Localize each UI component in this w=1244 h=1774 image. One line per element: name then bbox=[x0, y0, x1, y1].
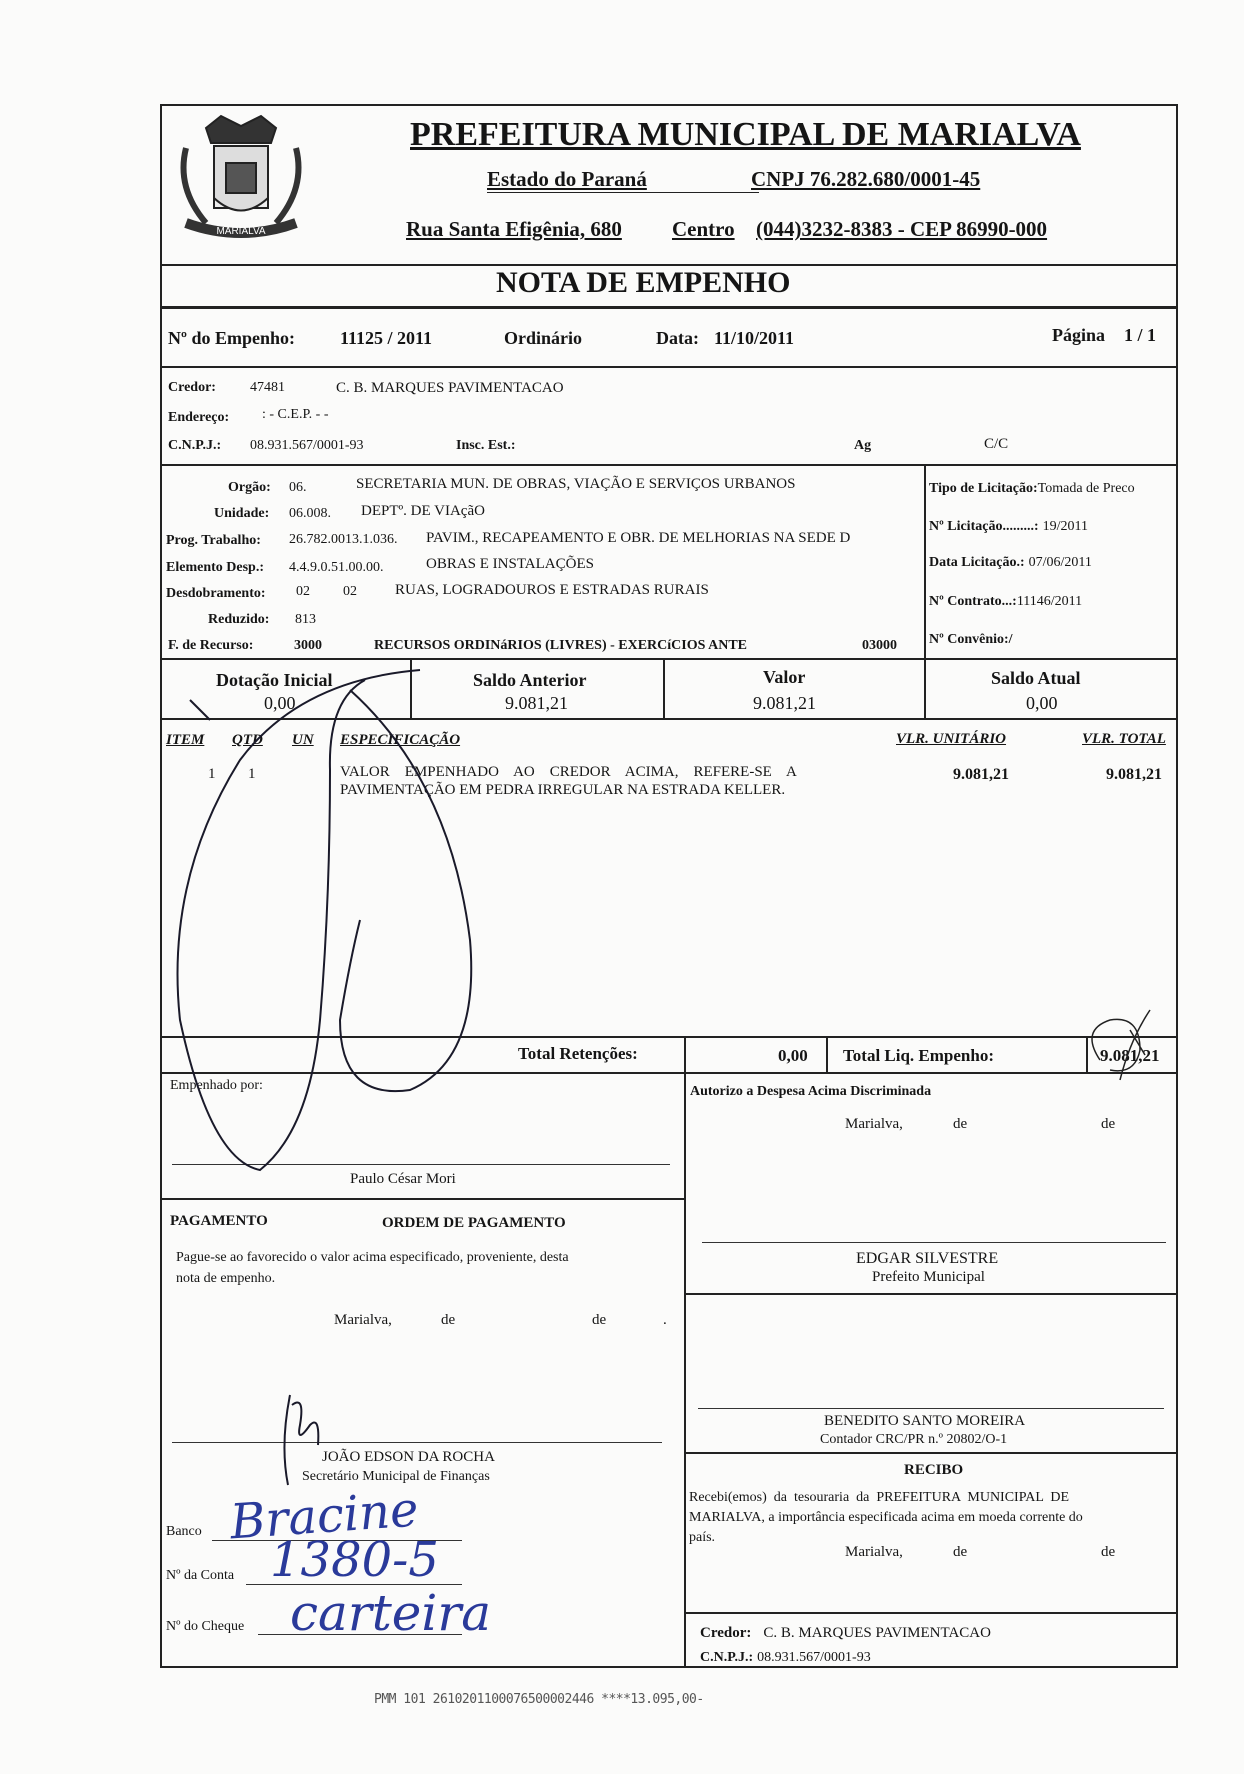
credor-cnpj-value: 08.931.567/0001-93 bbox=[250, 438, 364, 453]
recibo-label: RECIBO bbox=[904, 1462, 964, 1478]
ag-label: Ag bbox=[854, 438, 872, 453]
secretario-name: JOÃO EDSON DA ROCHA bbox=[322, 1449, 495, 1465]
recibo-de1: de bbox=[953, 1544, 968, 1560]
autorizo-label: Autorizo a Despesa Acima Discriminada bbox=[690, 1084, 932, 1099]
desdob-code2: 02 bbox=[343, 584, 357, 599]
unidade-desc: DEPTº. DE VIAçãO bbox=[361, 503, 485, 519]
address-label: Endereço: bbox=[168, 410, 230, 425]
credor-label: Credor: bbox=[168, 380, 216, 395]
elemento-desc: OBRAS E INSTALAÇÕES bbox=[426, 556, 594, 572]
insc-label: Insc. Est.: bbox=[456, 438, 516, 453]
elemento-label: Elemento Desp.: bbox=[166, 560, 264, 575]
district-header: Centro bbox=[672, 217, 735, 241]
recibo-de2: de bbox=[1101, 1544, 1116, 1560]
item-qtd: 1 bbox=[248, 766, 256, 782]
col-qtd: QTD bbox=[232, 732, 263, 748]
signature-empenhado bbox=[150, 660, 530, 1180]
empenho-date-value: 11/10/2011 bbox=[714, 328, 795, 348]
footer-code: PMM 101 2610201100076500002446 ****13.095,00- bbox=[374, 1692, 704, 1707]
pagamento-text-1: Pague-se ao favorecido o valor acima especificado, proveniente, desta bbox=[176, 1250, 569, 1265]
page-label: Página bbox=[1052, 325, 1106, 345]
credor-name: C. B. MARQUES PAVIMENTACAO bbox=[336, 380, 564, 396]
empenho-num-label: Nº do Empenho: bbox=[168, 328, 295, 348]
unidade-code: 06.008. bbox=[289, 506, 331, 521]
empenho-date-label: Data: bbox=[656, 328, 699, 348]
desdob-label: Desdobramento: bbox=[166, 586, 266, 601]
recurso-label: F. de Recurso: bbox=[168, 638, 254, 653]
check-mark-icon bbox=[1080, 1000, 1180, 1090]
recibo-text-1: Recebi(emos) da tesouraria da PREFEITURA MUNICIPAL DE bbox=[689, 1490, 1070, 1505]
prog-label: Prog. Trabalho: bbox=[166, 533, 261, 548]
prefeito-role: Prefeito Municipal bbox=[872, 1269, 985, 1285]
pagamento-de2: de bbox=[592, 1312, 607, 1328]
prog-desc: PAVIM., RECAPEAMENTO E OBR. DE MELHORIAS NA SEDE D bbox=[426, 530, 851, 546]
orgao-desc: SECRETARIA MUN. DE OBRAS, VIAÇÃO E SERVIÇOS URBANOS bbox=[356, 476, 796, 492]
item-number: 1 bbox=[208, 766, 216, 782]
conta-label: Nº da Conta bbox=[166, 1568, 235, 1583]
valor-label: Valor bbox=[763, 667, 806, 687]
cnpj-header: CNPJ 76.282.680/0001-45 bbox=[751, 167, 981, 191]
col-item: ITEM bbox=[166, 732, 205, 748]
liq-empenho-label: Total Liq. Empenho: bbox=[843, 1046, 994, 1065]
cc-label: C/C bbox=[984, 436, 1009, 452]
empenhado-name: Paulo César Mori bbox=[350, 1171, 456, 1187]
recibo-cnpj: C.N.P.J.: 08.931.567/0001-93 bbox=[700, 1650, 871, 1665]
item-total: 9.081,21 bbox=[1106, 766, 1162, 783]
conta-handwriting: 1380-5 bbox=[270, 1532, 439, 1588]
coat-of-arms-icon bbox=[166, 108, 316, 258]
orgao-code: 06. bbox=[289, 480, 307, 495]
prog-code: 26.782.0013.1.036. bbox=[289, 532, 398, 547]
recibo-credor: Credor: C. B. MARQUES PAVIMENTACAO bbox=[700, 1625, 991, 1641]
page-title: PREFEITURA MUNICIPAL DE MARIALVA bbox=[410, 116, 1081, 153]
reduzido-label: Reduzido: bbox=[208, 612, 270, 627]
doc-title: NOTA DE EMPENHO bbox=[496, 266, 791, 299]
state-label: Estado do Paraná bbox=[487, 167, 647, 191]
contador-role: Contador CRC/PR n.º 20802/O-1 bbox=[820, 1432, 1008, 1447]
item-espec-line1: VALOR EMPENHADO AO CREDOR ACIMA, REFERE-SE A bbox=[340, 764, 797, 780]
empenhado-label: Empenhado por: bbox=[170, 1078, 263, 1093]
empenho-type: Ordinário bbox=[504, 328, 583, 348]
orgao-label: Orgão: bbox=[228, 480, 271, 495]
data-licitacao: Data Licitação.: 07/06/2011 bbox=[929, 555, 1092, 570]
prefeito-name: EDGAR SILVESTRE bbox=[856, 1250, 999, 1267]
cheque-label: Nº do Cheque bbox=[166, 1619, 245, 1634]
saldo-anterior-label: Saldo Anterior bbox=[473, 670, 587, 690]
svg-text:MARIALVA: MARIALVA bbox=[216, 226, 266, 237]
recibo-place: Marialva, bbox=[845, 1544, 903, 1560]
num-licitacao: Nº Licitação.........: 19/2011 bbox=[929, 519, 1088, 534]
item-espec-line2: PAVIMENTAÇÃO EM PEDRA IRREGULAR NA ESTRADA KELLER. bbox=[340, 782, 786, 798]
autorizo-de1: de bbox=[953, 1116, 968, 1132]
recurso-code2: 03000 bbox=[862, 638, 897, 653]
pagamento-text-2: nota de empenho. bbox=[176, 1271, 276, 1286]
signature-secretario bbox=[260, 1385, 350, 1495]
address-value: : - C.E.P. - - bbox=[262, 407, 329, 422]
page-value: 1 / 1 bbox=[1124, 325, 1157, 345]
num-contrato: Nº Contrato...:11146/2011 bbox=[929, 594, 1083, 609]
pagamento-dot: . bbox=[663, 1312, 667, 1328]
contador-name: BENEDITO SANTO MOREIRA bbox=[824, 1413, 1026, 1429]
cheque-handwriting: carteira bbox=[290, 1584, 492, 1642]
recurso-desc: RECURSOS ORDINáRIOS (LIVRES) - EXERCíCIOS ANTE bbox=[374, 638, 748, 653]
elemento-code: 4.4.9.0.51.00.00. bbox=[289, 560, 384, 575]
desdob-code1: 02 bbox=[296, 584, 310, 599]
address-header: Rua Santa Efigênia, 680 bbox=[406, 217, 622, 241]
col-unit: VLR. UNITÁRIO bbox=[896, 731, 1007, 747]
credor-cnpj-label: C.N.P.J.: bbox=[168, 438, 222, 453]
retencoes-value: 0,00 bbox=[778, 1046, 808, 1065]
pagamento-place: Marialva, bbox=[334, 1312, 392, 1328]
autorizo-de2: de bbox=[1101, 1116, 1116, 1132]
recurso-code: 3000 bbox=[294, 638, 322, 653]
phone-cep-header: (044)3232-8383 - CEP 86990-000 bbox=[756, 217, 1048, 241]
saldo-atual-label: Saldo Atual bbox=[991, 668, 1081, 688]
credor-code: 47481 bbox=[250, 380, 285, 395]
desdob-desc: RUAS, LOGRADOUROS E ESTRADAS RURAIS bbox=[395, 582, 709, 598]
autorizo-place: Marialva, bbox=[845, 1116, 903, 1132]
col-espec: ESPECIFICAÇÃO bbox=[340, 732, 461, 748]
saldo-atual-value: 0,00 bbox=[1026, 693, 1058, 713]
col-total: VLR. TOTAL bbox=[1082, 731, 1166, 747]
num-convenio: Nº Convênio:/ bbox=[929, 632, 1013, 647]
banco-handwriting: Bracine bbox=[228, 1481, 421, 1551]
recibo-text-3: país. bbox=[689, 1530, 716, 1545]
valor-value: 9.081,21 bbox=[753, 693, 816, 713]
col-un: UN bbox=[292, 732, 314, 748]
saldo-anterior-value: 9.081,21 bbox=[505, 693, 568, 713]
dotacao-inicial-value: 0,00 bbox=[264, 693, 296, 713]
pagamento-label: PAGAMENTO bbox=[170, 1213, 268, 1229]
secretario-role: Secretário Municipal de Finanças bbox=[302, 1469, 490, 1484]
dotacao-inicial-label: Dotação Inicial bbox=[216, 670, 333, 690]
item-unit: 9.081,21 bbox=[953, 766, 1009, 783]
ordem-label: ORDEM DE PAGAMENTO bbox=[382, 1215, 566, 1231]
reduzido-value: 813 bbox=[295, 612, 316, 627]
tipo-licitacao: Tipo de Licitação:Tomada de Preco bbox=[929, 481, 1135, 496]
empenho-num-value: 11125 / 2011 bbox=[340, 328, 433, 348]
recibo-text-2: MARIALVA, a importância especificada acima em moeda corrente do bbox=[689, 1510, 1083, 1525]
pagamento-de1: de bbox=[441, 1312, 456, 1328]
retencoes-label: Total Retenções: bbox=[518, 1044, 638, 1063]
liq-empenho-value: 9.081,21 bbox=[1100, 1046, 1160, 1065]
banco-label: Banco bbox=[166, 1524, 202, 1539]
unidade-label: Unidade: bbox=[214, 506, 270, 521]
